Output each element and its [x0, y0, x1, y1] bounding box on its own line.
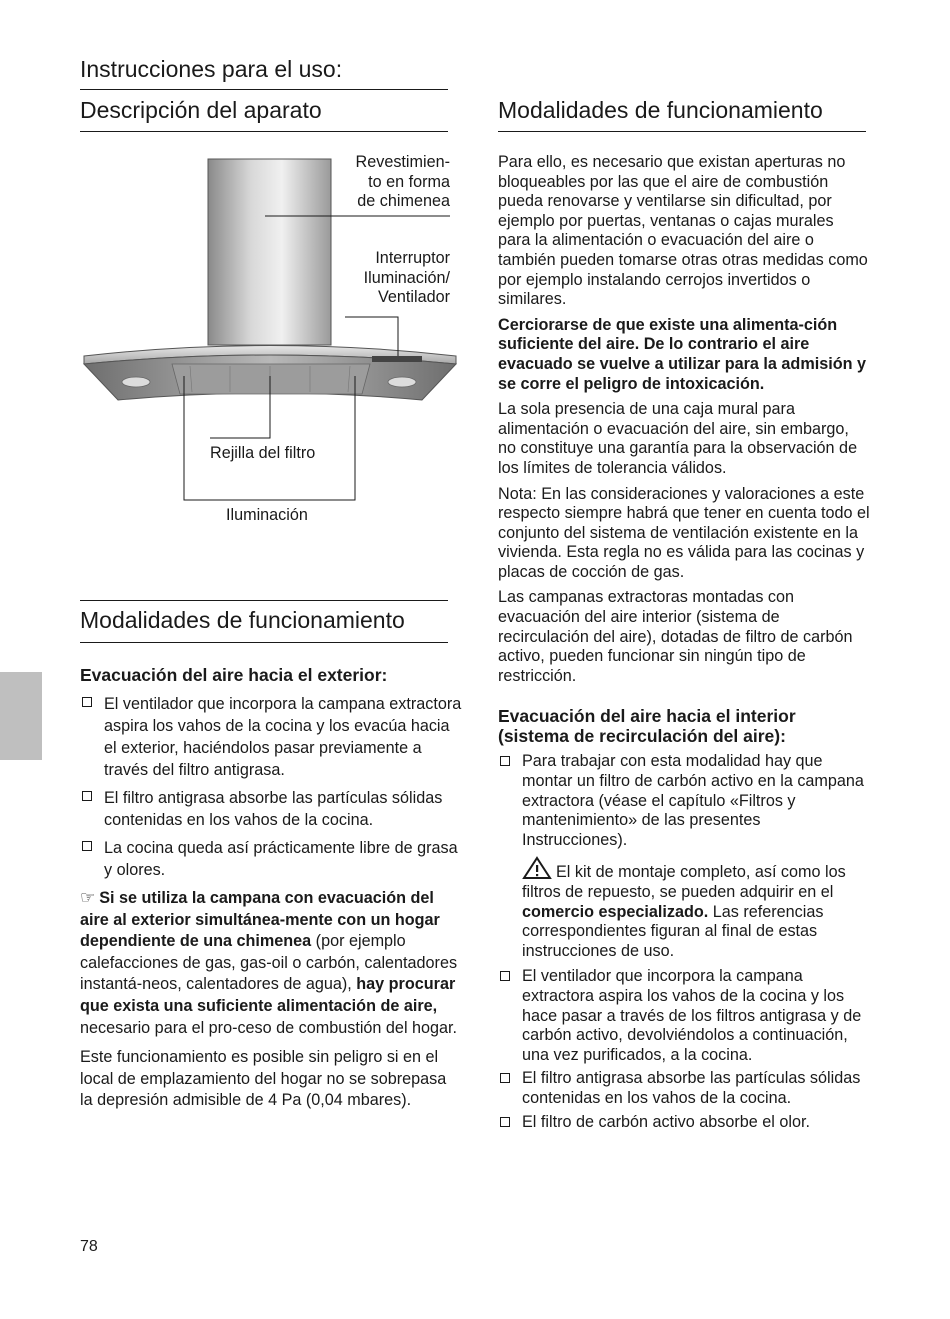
list-item-text: El ventilador que incorpora la campana extractora aspira los vahos de la cocina y los evacúa hacia el exterior, haciéndolos pasar previamente a través del filtro antigrasa.	[104, 695, 462, 779]
list-item-text: El filtro antigrasa absorbe las partículas sólidas contenidas en los vahos de la cocina.	[522, 1069, 861, 1107]
list-item	[80, 693, 462, 781]
list-item-text: El ventilador que incorpora la campana extractora aspira los vahos de la cocina y los hace pasar a través de los filtros antigrasa y de carbón activo, devolviéndolos a continuación, una vez purificados, a la cocina.	[522, 967, 862, 1064]
warning-bold: comercio especializado.	[522, 902, 709, 921]
label-lighting: Iluminación	[226, 506, 308, 524]
section-title-modes: Modalidades de funcionamiento	[80, 607, 405, 633]
pointing-hand-icon: ☞	[80, 888, 96, 907]
list-item	[80, 837, 462, 881]
subheading-interior: Evacuación del aire hacia el interior (sistema de recirculación del aire):	[498, 706, 796, 747]
side-tab	[0, 672, 42, 760]
list-item	[498, 1113, 870, 1133]
checkbox-icon	[500, 1073, 510, 1083]
label-chimney	[300, 153, 450, 212]
checkbox-icon	[82, 841, 92, 851]
list-item-text: El filtro antigrasa absorbe las partículas sólidas contenidas en los vahos de la cocina.	[104, 789, 443, 829]
list-item	[498, 1069, 870, 1108]
note-bold: hay procurar que exista una suficiente alimentación de aire,	[80, 975, 456, 1015]
subheading-exterior: Evacuación del aire hacia el exterior:	[80, 665, 388, 685]
divider	[80, 89, 448, 90]
right-body	[498, 153, 870, 1136]
paragraph: Las campanas extractoras montadas con evacuación del aire interior (sistema de recirculación del aire), dotadas de filtro de carbón activo, pueden funcionar sin ningún tipo de restricción.	[498, 588, 853, 685]
section-title-description: Descripción del aparato	[80, 97, 322, 123]
label-chimney-line: to en forma	[368, 172, 450, 191]
closing-paragraph: Este funcionamiento es posible sin peligro si en el local de emplazamiento del hogar no se sobrepasa la depresión admisible de 4 Pa (0,04 mbares).	[80, 1048, 447, 1110]
label-chimney-line: de chimenea	[357, 192, 450, 211]
left-body	[80, 665, 462, 1118]
exterior-bullets	[80, 693, 462, 881]
label-switch-line: Iluminación/	[363, 268, 450, 287]
warning-paragraph: Cerciorarse de que existe una alimenta-ción suficiente del aire. De lo contrario el aire evacuado se vuelve a utilizar para la admisión y se corre el peligro de intoxicación.	[498, 315, 866, 393]
divider	[80, 600, 448, 601]
warning-triangle-icon	[522, 856, 552, 880]
label-switch-line: Ventilador	[378, 288, 450, 307]
section-title-modes-right: Modalidades de funcionamiento	[498, 97, 823, 123]
interior-bullets	[498, 752, 870, 1132]
note-text: necesario para el pro-ceso de combustión del hogar.	[80, 1018, 458, 1037]
warning-text: El kit de montaje completo, así como los filtros de repuesto, se pueden adquirir en el	[522, 863, 846, 901]
warning-note	[522, 856, 870, 961]
checkbox-icon	[82, 791, 92, 801]
top-title: Instrucciones para el uso:	[80, 56, 343, 82]
divider	[80, 642, 448, 643]
checkbox-icon	[500, 1117, 510, 1127]
warning-text: Las referencias correspondientes figuran al final de estas instrucciones de uso.	[522, 902, 824, 960]
checkbox-icon	[82, 697, 92, 707]
divider	[498, 131, 866, 132]
list-item	[498, 752, 870, 961]
label-filter: Rejilla del filtro	[210, 444, 316, 462]
divider	[80, 131, 448, 132]
note-paragraph	[80, 887, 462, 1039]
list-item-text: Para trabajar con esta modalidad hay que montar un filtro de carbón activo en la campana extractora (véase el capítulo «Filtros y mantenimiento» de las presentes Instrucciones).	[522, 752, 864, 849]
list-item-text: La cocina queda así prácticamente libre de grasa y olores.	[104, 839, 458, 879]
note-text: (por ejemplo calefacciones de gas, gas-oil o carbón, calentadores instantá-neos, calentadores de agua),	[80, 932, 458, 994]
paragraph: Para ello, es necesario que existan aperturas no bloqueables por las que el aire de combustión pueda renovarse y ventilarse sin dificultad, por ejemplo por puertas, ventanas o cajas murales para la alimentación o evacuación del aire o también pueden tomarse otras otras medidas como por ejemplo instalando cerrojos invertidos o similares.	[498, 153, 868, 309]
paragraph: La sola presencia de una caja mural para alimentación o evacuación del aire, sin embargo, no constituye una garantía para la observación de los límites de tolerancia válidos.	[498, 400, 858, 477]
note-bold: Si se utiliza la campana con evacuación del aire al exterior simultánea-mente con un hogar dependiente de una chimenea	[80, 889, 440, 951]
list-item	[498, 967, 870, 1065]
checkbox-icon	[500, 971, 510, 981]
label-switch	[300, 249, 450, 308]
list-item	[80, 787, 462, 831]
checkbox-icon	[500, 756, 510, 766]
page-number: 78	[80, 1238, 98, 1255]
list-item-text: El filtro de carbón activo absorbe el olor.	[522, 1112, 810, 1131]
label-chimney-line: Revestimien-	[355, 153, 450, 171]
label-switch-line: Interruptor	[375, 249, 450, 267]
paragraph: Nota: En las consideraciones y valoraciones a este respecto siempre habrá que tener en cuenta todo el conjunto del sistema de ventilación existente en la vivienda. Esta regla no es válida para las cocinas y placas de cocción de gas.	[498, 484, 870, 581]
